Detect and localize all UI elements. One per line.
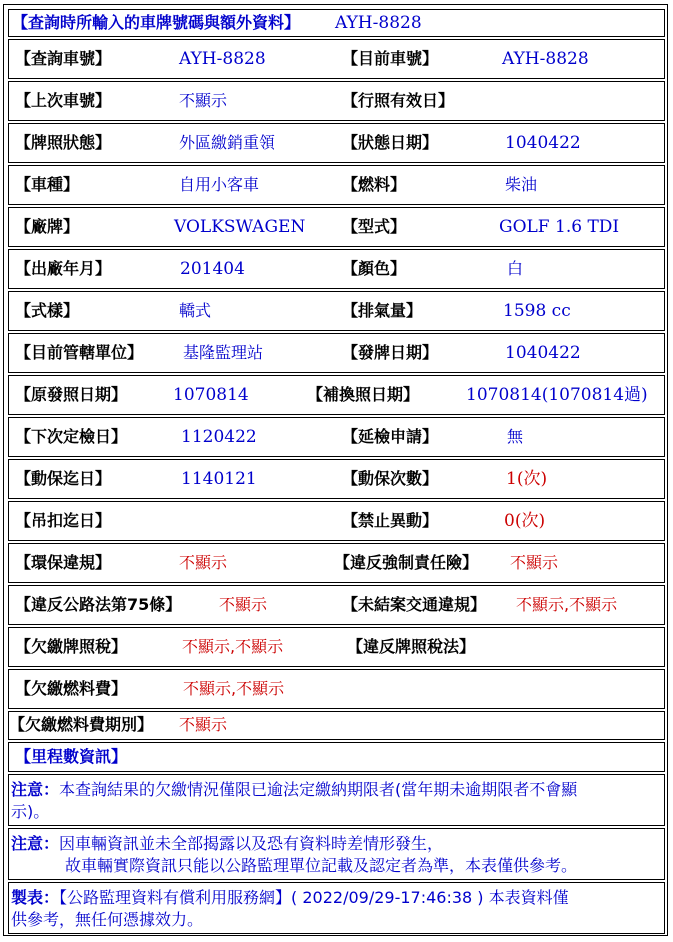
label-environmental-violation: 【環保違規】 [15, 553, 112, 572]
label-plate-status: 【牌照狀態】 [15, 133, 112, 152]
row-body-style [8, 291, 665, 331]
label-next-inspection: 【下次定檢日】 [15, 427, 128, 446]
value-vehicle-type: 自用小客車 [179, 175, 260, 194]
label-color: 【顏色】 [342, 259, 407, 278]
value-body-style: 轎式 [179, 301, 212, 320]
value-insurance-violation: 不顯示 [510, 553, 559, 572]
row-fuel-fee [8, 669, 665, 709]
query-header-title: 【查詢時所輸入的車牌號碼與額外資料】 [12, 13, 301, 32]
label-displacement: 【排氣量】 [342, 301, 423, 320]
label-unpaid-license-tax: 【欠繳牌照稅】 [15, 637, 128, 656]
row-vehicle-type [8, 165, 665, 205]
value-manufacture-date: 201404 [180, 259, 245, 279]
label-status-date: 【狀態日期】 [342, 133, 439, 152]
row-chattel-mortgage [8, 459, 665, 499]
label-query-plate: 【查詢車號】 [15, 49, 112, 68]
note-disclaimer-text-b: 故車輛實際資訊只能以公路監理單位記載及認定者為準，本表僅供參考。 [65, 856, 578, 875]
mileage-heading: 【里程數資訊】 [15, 747, 128, 766]
label-vehicle-type: 【車種】 [15, 175, 80, 194]
label-reissue-date: 【補換照日期】 [307, 385, 420, 404]
value-chattel-mortgage-count: 1(次) [506, 469, 548, 489]
value-fuel: 柴油 [505, 175, 538, 194]
value-highway-law-75: 不顯示 [219, 595, 268, 614]
value-issue-date: 1040422 [505, 343, 581, 363]
label-highway-law-75: 【違反公路法第75條】 [15, 595, 182, 614]
note-disclaimer-text-a: 因車輛資訊並未全部揭露以及恐有資料時差情形發生， [59, 834, 444, 853]
row-highway-law [8, 585, 665, 625]
label-transfer-prohibited: 【禁止異動】 [342, 511, 439, 530]
query-header [8, 9, 665, 37]
row-previous-plate [8, 81, 665, 121]
value-original-license-date: 1070814 [173, 385, 249, 405]
value-status-date: 1040422 [505, 133, 581, 153]
note-source-text-b: 供參考，無任何憑據效力。 [11, 910, 204, 929]
row-environmental-violation [8, 543, 665, 583]
row-original-license-date [8, 375, 665, 415]
value-plate-status: 外區繳銷重領 [179, 133, 276, 152]
row-brand [8, 207, 665, 247]
row-plate [8, 39, 665, 79]
label-unpaid-fuel-fee: 【欠繳燃料費】 [15, 679, 128, 698]
value-reissue-date: 1070814(1070814過) [466, 385, 648, 405]
value-current-plate: AYH-8828 [502, 49, 589, 69]
label-model: 【型式】 [342, 217, 407, 236]
label-unsettled-violations: 【未結案交通違規】 [342, 595, 487, 614]
label-chattel-mortgage-count: 【動保次數】 [342, 469, 439, 488]
note-source-line1 [11, 887, 569, 908]
label-manufacture-date: 【出廠年月】 [15, 259, 112, 278]
row-suspension [8, 501, 665, 541]
label-suspension-end: 【吊扣迄日】 [15, 511, 112, 530]
mileage-section [8, 742, 665, 772]
row-plate-status [8, 123, 665, 163]
note-source-text-a: 【公路監理資料有償利用服務網】( 2022/09/29-17:46:38 ) 本表資料僅 [59, 888, 569, 907]
label-issue-date: 【發牌日期】 [342, 343, 439, 362]
query-header-plate: AYH-8828 [335, 13, 422, 33]
label-brand: 【廠牌】 [15, 217, 80, 236]
value-environmental-violation: 不顯示 [179, 553, 228, 572]
label-jurisdiction: 【目前管轄單位】 [15, 343, 144, 362]
label-insurance-violation: 【違反強制責任險】 [334, 553, 479, 572]
note-overdue-line1 [11, 779, 577, 800]
label-license-tax-law: 【違反牌照稅法】 [347, 637, 476, 656]
note-disclaimer [8, 828, 665, 880]
note-overdue-text-b: 示)。 [11, 802, 50, 821]
label-fuel: 【燃料】 [342, 175, 407, 194]
label-previous-plate: 【上次車號】 [15, 91, 112, 110]
row-next-inspection [8, 417, 665, 457]
note-overdue-key: 注意： [11, 780, 60, 799]
value-model: GOLF 1.6 TDI [499, 217, 620, 237]
note-source [8, 882, 665, 934]
value-transfer-prohibited: 0(次) [504, 511, 546, 531]
note-overdue-text-a: 本查詢結果的欠繳情況僅限已逾法定繳納期限者(當年期未逾期限者不會顯 [59, 780, 578, 799]
value-displacement: 1598 cc [503, 301, 571, 321]
value-chattel-mortgage-end: 1140121 [181, 469, 257, 489]
value-previous-plate: 不顯示 [179, 91, 228, 110]
row-fuel-fee-period [8, 711, 665, 740]
label-original-license-date: 【原發照日期】 [15, 385, 128, 404]
value-next-inspection: 1120422 [181, 427, 257, 447]
row-manufacture-date [8, 249, 665, 289]
value-jurisdiction: 基隆監理站 [183, 343, 264, 362]
value-unpaid-license-tax: 不顯示,不顯示 [182, 637, 284, 656]
value-unsettled-violations: 不顯示,不顯示 [516, 595, 618, 614]
note-disclaimer-line1 [11, 833, 443, 854]
label-unpaid-fuel-fee-period: 【欠繳燃料費期別】 [9, 715, 154, 734]
value-query-plate: AYH-8828 [179, 49, 266, 69]
note-disclaimer-key: 注意： [11, 834, 60, 853]
value-color: 白 [507, 259, 524, 278]
label-inspection-extension: 【延檢申請】 [342, 427, 439, 446]
label-body-style: 【式樣】 [15, 301, 80, 320]
value-inspection-extension: 無 [507, 427, 524, 446]
label-current-plate: 【目前車號】 [342, 49, 439, 68]
value-brand: VOLKSWAGEN [174, 217, 306, 237]
label-license-valid-date: 【行照有效日】 [342, 91, 455, 110]
label-chattel-mortgage-end: 【動保迄日】 [15, 469, 112, 488]
value-unpaid-fuel-fee: 不顯示,不顯示 [183, 679, 285, 698]
note-source-key: 製表： [11, 888, 60, 907]
note-overdue [8, 774, 665, 826]
value-unpaid-fuel-fee-period: 不顯示 [179, 715, 228, 734]
row-jurisdiction [8, 333, 665, 373]
row-license-tax [8, 627, 665, 667]
